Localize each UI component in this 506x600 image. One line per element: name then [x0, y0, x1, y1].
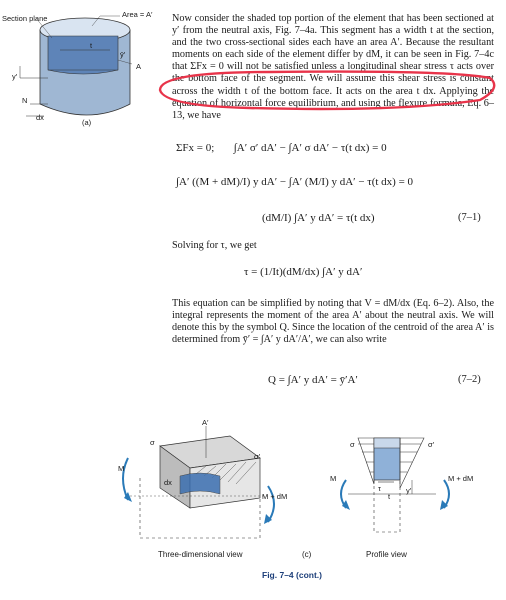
equation-2: ∫A′ ((M + dM)/I) y dA′ − ∫A′ (M/I) y dA′ − τ(t dx) = 0 — [176, 176, 414, 188]
equation-5-number: (7–2) — [458, 374, 481, 385]
equation-1 — [176, 142, 387, 154]
section-plane-label: Section plane — [2, 14, 48, 23]
paragraph-2: This equation can be simplified by noting that V = dM/dx (Eq. 6–2). Also, the integral represents the moment of the area A′ about the neutral axis. We will denote this by the symbol Q. Since the location of the centroid of the area A′ is determined from ȳ′ = ∫A′ y dA′/A′, we can also write — [172, 298, 494, 346]
equation-3-number: (7–1) — [458, 212, 481, 223]
t-label: t — [90, 41, 93, 50]
equation-3: (dM/I) ∫A′ y dA′ = τ(t dx) — [262, 212, 375, 224]
fig-a-tag: (a) — [82, 118, 92, 127]
red-highlight-ellipse — [150, 66, 506, 116]
solving-text: Solving for τ, we get — [172, 240, 257, 251]
N-label: N — [22, 96, 28, 105]
fig-c-dx-label: dx — [164, 478, 172, 487]
profile-tau-label: τ — [378, 484, 381, 493]
fig-c-A-label: A′ — [202, 418, 209, 427]
fig-c-MdM-label: M + dM — [262, 492, 288, 501]
figure-a — [0, 8, 168, 128]
equation-1-lhs: ΣFx = 0; — [176, 142, 215, 154]
profile-y-label: y′ — [406, 486, 412, 495]
figure-c-3d-view — [110, 418, 310, 550]
figure-c-profile-view — [328, 432, 468, 544]
profile-sigma-prime-label: σ′ — [428, 440, 435, 449]
fig-c-tag: (c) — [302, 550, 312, 559]
fig-c-sigma-prime-label: σ′ — [254, 452, 261, 461]
profile-t-label: t — [388, 492, 391, 501]
fig-c-left-caption: Three-dimensional view — [158, 550, 243, 559]
profile-sigma-label: σ — [350, 440, 355, 449]
figure-caption: Fig. 7–4 (cont.) — [262, 570, 322, 580]
ybar-label: ȳ′ — [120, 50, 126, 59]
profile-M-label: M — [330, 474, 337, 483]
fig-c-right-caption: Profile view — [366, 550, 407, 559]
profile-MdM-label: M + dM — [448, 474, 474, 483]
equation-4: τ = (1/It)(dM/dx) ∫A′ y dA′ — [244, 266, 363, 278]
equation-5: Q = ∫A′ y dA′ = ȳ′A′ — [268, 374, 358, 386]
fig-c-M-label: M — [118, 464, 125, 473]
equation-1-rhs: ∫A′ σ′ dA′ − ∫A′ σ dA′ − τ(t dx) = 0 — [233, 142, 387, 154]
dx-label: dx — [36, 113, 44, 122]
y-label: y′ — [12, 72, 18, 81]
area-label: Area = A′ — [122, 10, 153, 19]
paragraph-1: Now consider the shaded top portion of the element that has been sectioned at y′ from the neutral axis, Fig. 7–4a. This segment has a width t at the section, and the two cross-sectional sides each have an area A′. Because the resultant moments on each side of the element differ by dM, it can be seen in Fig. 7–4c that ΣFx = 0 will not be satisfied unless a longitudinal shear stress τ acts over the bottom face of the segment. We will assume this shear stress is constant across the width t of the bottom face. It acts on the area t dx. Applying the equation of horizontal force equilibrium, and using the flexure formula, Eq. 6–13, we have — [172, 13, 494, 121]
A-label: A — [136, 62, 142, 71]
fig-c-sigma-label: σ — [150, 438, 155, 447]
